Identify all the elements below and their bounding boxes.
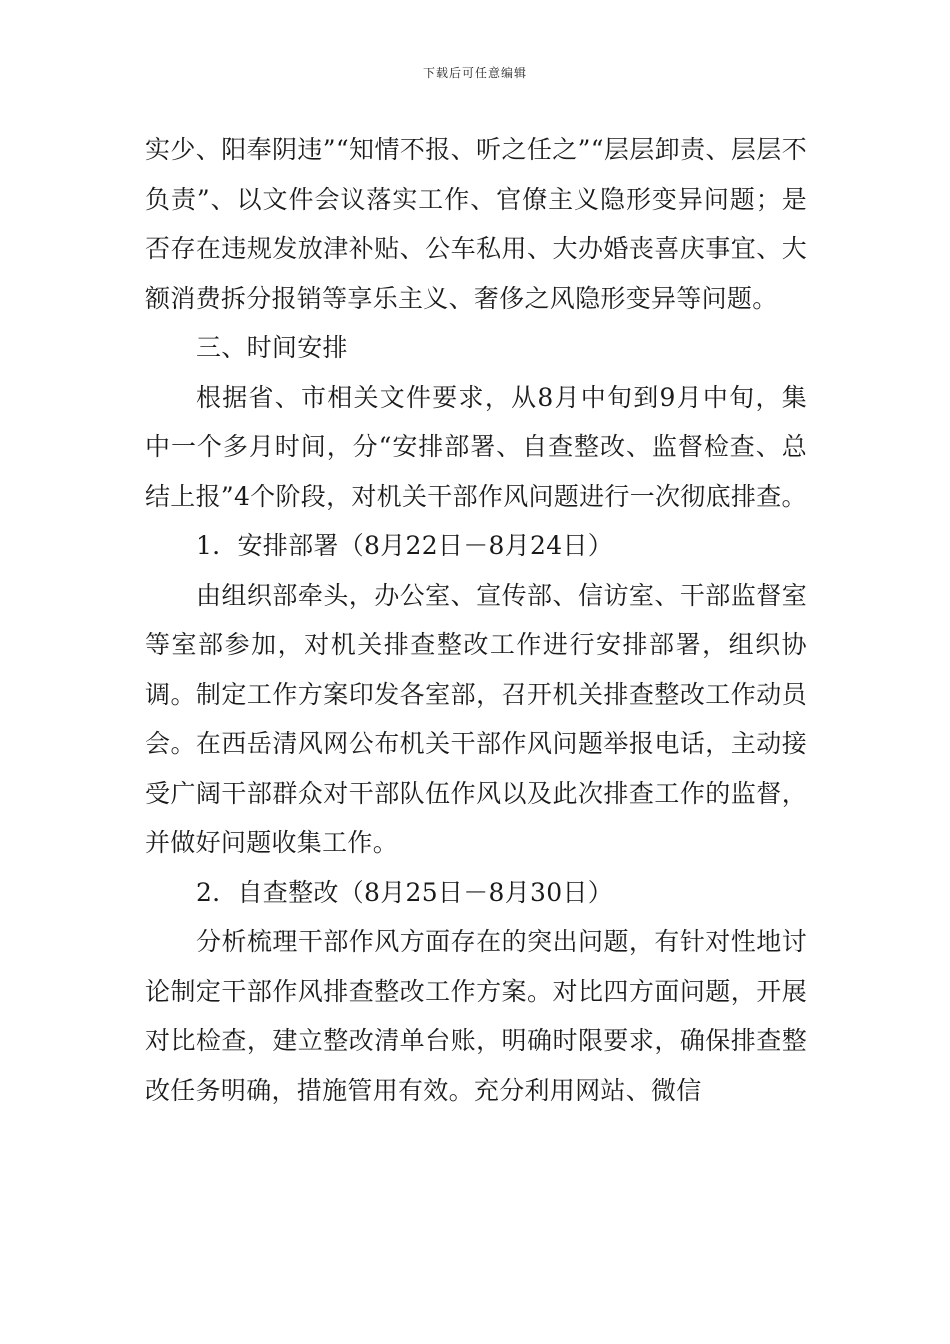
paragraph-schedule-overview: 根据省、市相关文件要求，从8月中旬到9月中旬，集中一个多月时间，分“安排部署、自查整改、监督检查、总结上报”4个阶段，对机关干部作风问题进行一次彻底排查。 [145, 382, 807, 511]
paragraph-deployment: 由组织部牵头，办公室、宣传部、信访室、干部监督室等室部参加，对机关排查整改工作进行安排部署，组织协调。制定工作方案印发各室部，召开机关排查整改工作动员会。在西岳清风网公布机关干部作风问题举报电话，主动接受广阔干部群众对干部队伍作风以及此次排查工作的监督，并做好问题收集工作。 [145, 580, 807, 857]
paragraph-self-inspection: 分析梳理干部作风方面存在的突出问题，有针对性地讨论制定干部作风排查整改工作方案。对比四方面问题，开展对比检查，建立整改清单台账，明确时限要求，确保排查整改任务明确，措施管用有效。充分利用网站、微信 [145, 927, 807, 1105]
page-header: 下载后可任意编辑 [422, 66, 527, 80]
subheading-self-inspection: 2．自查整改（8月25日－8月30日） [196, 877, 614, 907]
section-heading-schedule: 三、时间安排 [196, 333, 348, 362]
subheading-deployment: 1．安排部署（8月22日－8月24日） [196, 531, 614, 560]
paragraph-continuation: 实少、阳奉阴违”“知情不报、听之任之”“层层卸责、层层不负责”、以文件会议落实工作、官僚主义隐形变异问题；是否存在违规发放津补贴、公车私用、大办婚丧喜庆事宜、大额消费拆分报销等享乐主义、奢侈之风隐形变异等问题。 [145, 135, 807, 313]
document-body [145, 125, 807, 1115]
